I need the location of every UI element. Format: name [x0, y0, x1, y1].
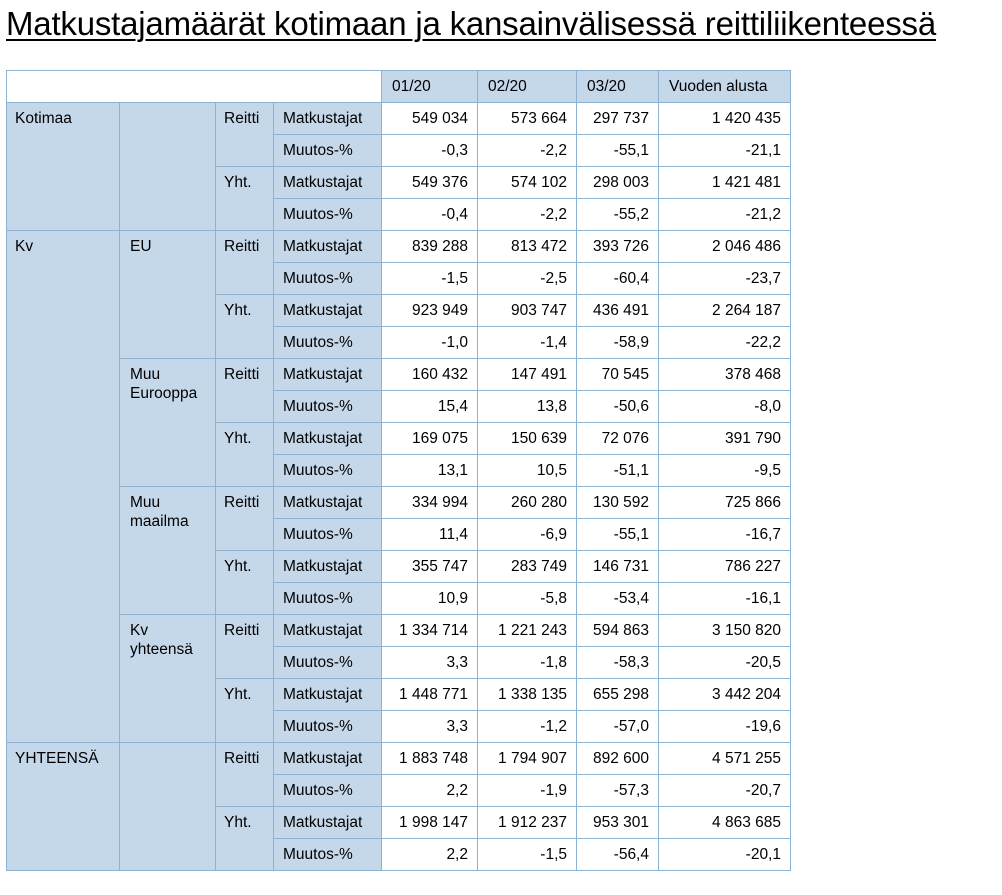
passenger-count-cell: 786 227	[659, 551, 791, 583]
change-percent-cell: 2,2	[382, 775, 478, 807]
passenger-count-cell: 892 600	[577, 743, 659, 775]
change-percent-cell: -0,4	[382, 199, 478, 231]
passenger-count-cell: 1 338 135	[478, 679, 577, 711]
block-label: Yht.	[216, 679, 274, 743]
row-type-label: Muutos-%	[274, 199, 382, 231]
change-percent-cell: -55,1	[577, 135, 659, 167]
change-percent-cell: -1,5	[382, 263, 478, 295]
passenger-count-cell: 2 264 187	[659, 295, 791, 327]
change-percent-cell: 13,1	[382, 455, 478, 487]
column-header: 03/20	[577, 71, 659, 103]
change-percent-cell: 3,3	[382, 647, 478, 679]
table-body	[7, 103, 791, 871]
row-type-label: Muutos-%	[274, 263, 382, 295]
passenger-count-cell: 160 432	[382, 359, 478, 391]
change-percent-cell: -2,2	[478, 135, 577, 167]
passenger-count-cell: 355 747	[382, 551, 478, 583]
passenger-count-cell: 150 639	[478, 423, 577, 455]
passenger-count-cell: 297 737	[577, 103, 659, 135]
change-percent-cell: -1,8	[478, 647, 577, 679]
passenger-count-cell: 953 301	[577, 807, 659, 839]
passenger-count-cell: 1 221 243	[478, 615, 577, 647]
passenger-count-cell: 813 472	[478, 231, 577, 263]
group-label: YHTEENSÄ	[7, 743, 120, 871]
passenger-count-cell: 130 592	[577, 487, 659, 519]
passenger-count-cell: 334 994	[382, 487, 478, 519]
change-percent-cell: 3,3	[382, 711, 478, 743]
change-percent-cell: -5,8	[478, 583, 577, 615]
block-label: Reitti	[216, 231, 274, 295]
column-header: 02/20	[478, 71, 577, 103]
row-type-label: Muutos-%	[274, 327, 382, 359]
table-row	[7, 615, 791, 647]
passenger-count-cell: 169 075	[382, 423, 478, 455]
passenger-count-cell: 378 468	[659, 359, 791, 391]
passenger-count-cell: 1 998 147	[382, 807, 478, 839]
passenger-count-cell: 3 442 204	[659, 679, 791, 711]
row-type-label: Muutos-%	[274, 711, 382, 743]
change-percent-cell: -55,1	[577, 519, 659, 551]
row-type-label: Matkustajat	[274, 231, 382, 263]
change-percent-cell: -50,6	[577, 391, 659, 423]
row-type-label: Muutos-%	[274, 775, 382, 807]
row-type-label: Matkustajat	[274, 423, 382, 455]
passenger-count-cell: 923 949	[382, 295, 478, 327]
block-label: Reitti	[216, 487, 274, 551]
column-header: 01/20	[382, 71, 478, 103]
subgroup-label: EU	[120, 231, 216, 359]
passenger-count-cell: 147 491	[478, 359, 577, 391]
change-percent-cell: -2,5	[478, 263, 577, 295]
passenger-count-cell: 4 571 255	[659, 743, 791, 775]
row-type-label: Muutos-%	[274, 391, 382, 423]
passenger-count-cell: 436 491	[577, 295, 659, 327]
row-type-label: Matkustajat	[274, 551, 382, 583]
change-percent-cell: -9,5	[659, 455, 791, 487]
change-percent-cell: -1,2	[478, 711, 577, 743]
table-row	[7, 487, 791, 519]
passenger-count-cell: 72 076	[577, 423, 659, 455]
row-type-label: Matkustajat	[274, 167, 382, 199]
change-percent-cell: -21,2	[659, 199, 791, 231]
row-type-label: Matkustajat	[274, 615, 382, 647]
table-row	[7, 231, 791, 263]
block-label: Reitti	[216, 743, 274, 807]
block-label: Reitti	[216, 615, 274, 679]
passenger-count-cell: 391 790	[659, 423, 791, 455]
row-type-label: Muutos-%	[274, 455, 382, 487]
row-type-label: Matkustajat	[274, 359, 382, 391]
passenger-count-cell: 1 420 435	[659, 103, 791, 135]
table-row	[7, 103, 791, 135]
change-percent-cell: -6,9	[478, 519, 577, 551]
change-percent-cell: -20,1	[659, 839, 791, 871]
passenger-count-cell: 1 334 714	[382, 615, 478, 647]
change-percent-cell: -0,3	[382, 135, 478, 167]
subgroup-label: Kv yhteensä	[120, 615, 216, 743]
passenger-count-cell: 1 912 237	[478, 807, 577, 839]
passenger-count-cell: 1 794 907	[478, 743, 577, 775]
row-type-label: Muutos-%	[274, 839, 382, 871]
change-percent-cell: -8,0	[659, 391, 791, 423]
change-percent-cell: -1,0	[382, 327, 478, 359]
group-label: Kv	[7, 231, 120, 743]
passenger-count-cell: 1 448 771	[382, 679, 478, 711]
change-percent-cell: -58,3	[577, 647, 659, 679]
row-type-label: Muutos-%	[274, 647, 382, 679]
passenger-count-cell: 260 280	[478, 487, 577, 519]
passenger-count-cell: 283 749	[478, 551, 577, 583]
change-percent-cell: 10,5	[478, 455, 577, 487]
change-percent-cell: -1,4	[478, 327, 577, 359]
change-percent-cell: -1,5	[478, 839, 577, 871]
block-label: Yht.	[216, 295, 274, 359]
change-percent-cell: 11,4	[382, 519, 478, 551]
row-type-label: Muutos-%	[274, 519, 382, 551]
change-percent-cell: -51,1	[577, 455, 659, 487]
passenger-count-cell: 549 376	[382, 167, 478, 199]
block-label: Yht.	[216, 807, 274, 871]
passenger-table	[6, 70, 791, 871]
block-label: Reitti	[216, 359, 274, 423]
header-corner	[7, 71, 382, 103]
passenger-count-cell: 2 046 486	[659, 231, 791, 263]
row-type-label: Matkustajat	[274, 103, 382, 135]
change-percent-cell: -56,4	[577, 839, 659, 871]
passenger-count-cell: 1 421 481	[659, 167, 791, 199]
page-title: Matkustajamäärät kotimaan ja kansainvälisessä reittiliikenteessä	[6, 5, 936, 42]
header-row	[7, 71, 791, 103]
passenger-count-cell: 655 298	[577, 679, 659, 711]
passenger-count-cell: 903 747	[478, 295, 577, 327]
passenger-count-cell: 1 883 748	[382, 743, 478, 775]
change-percent-cell: -1,9	[478, 775, 577, 807]
row-type-label: Matkustajat	[274, 743, 382, 775]
passenger-count-cell: 393 726	[577, 231, 659, 263]
change-percent-cell: -16,1	[659, 583, 791, 615]
change-percent-cell: -21,1	[659, 135, 791, 167]
change-percent-cell: 10,9	[382, 583, 478, 615]
change-percent-cell: -16,7	[659, 519, 791, 551]
change-percent-cell: -60,4	[577, 263, 659, 295]
change-percent-cell: 13,8	[478, 391, 577, 423]
change-percent-cell: -2,2	[478, 199, 577, 231]
row-type-label: Muutos-%	[274, 583, 382, 615]
table-row	[7, 359, 791, 391]
row-type-label: Matkustajat	[274, 487, 382, 519]
block-label: Yht.	[216, 423, 274, 487]
change-percent-cell: -57,0	[577, 711, 659, 743]
passenger-count-cell: 146 731	[577, 551, 659, 583]
change-percent-cell: -22,2	[659, 327, 791, 359]
change-percent-cell: -20,7	[659, 775, 791, 807]
passenger-count-cell: 725 866	[659, 487, 791, 519]
subgroup-label: Muu Eurooppa	[120, 359, 216, 487]
change-percent-cell: -55,2	[577, 199, 659, 231]
subgroup-label	[120, 743, 216, 871]
block-label: Yht.	[216, 167, 274, 231]
passenger-count-cell: 298 003	[577, 167, 659, 199]
passenger-count-cell: 4 863 685	[659, 807, 791, 839]
row-type-label: Matkustajat	[274, 679, 382, 711]
change-percent-cell: -53,4	[577, 583, 659, 615]
subgroup-label: Muu maailma	[120, 487, 216, 615]
change-percent-cell: -57,3	[577, 775, 659, 807]
column-header: Vuoden alusta	[659, 71, 791, 103]
change-percent-cell: 2,2	[382, 839, 478, 871]
passenger-count-cell: 594 863	[577, 615, 659, 647]
passenger-count-cell: 70 545	[577, 359, 659, 391]
change-percent-cell: -19,6	[659, 711, 791, 743]
block-label: Reitti	[216, 103, 274, 167]
change-percent-cell: -58,9	[577, 327, 659, 359]
row-type-label: Muutos-%	[274, 135, 382, 167]
passenger-count-cell: 574 102	[478, 167, 577, 199]
passenger-count-cell: 573 664	[478, 103, 577, 135]
group-label: Kotimaa	[7, 103, 120, 231]
block-label: Yht.	[216, 551, 274, 615]
change-percent-cell: -20,5	[659, 647, 791, 679]
passenger-count-cell: 3 150 820	[659, 615, 791, 647]
change-percent-cell: -23,7	[659, 263, 791, 295]
passenger-count-cell: 839 288	[382, 231, 478, 263]
table-row	[7, 743, 791, 775]
subgroup-label	[120, 103, 216, 231]
row-type-label: Matkustajat	[274, 295, 382, 327]
row-type-label: Matkustajat	[274, 807, 382, 839]
change-percent-cell: 15,4	[382, 391, 478, 423]
passenger-count-cell: 549 034	[382, 103, 478, 135]
